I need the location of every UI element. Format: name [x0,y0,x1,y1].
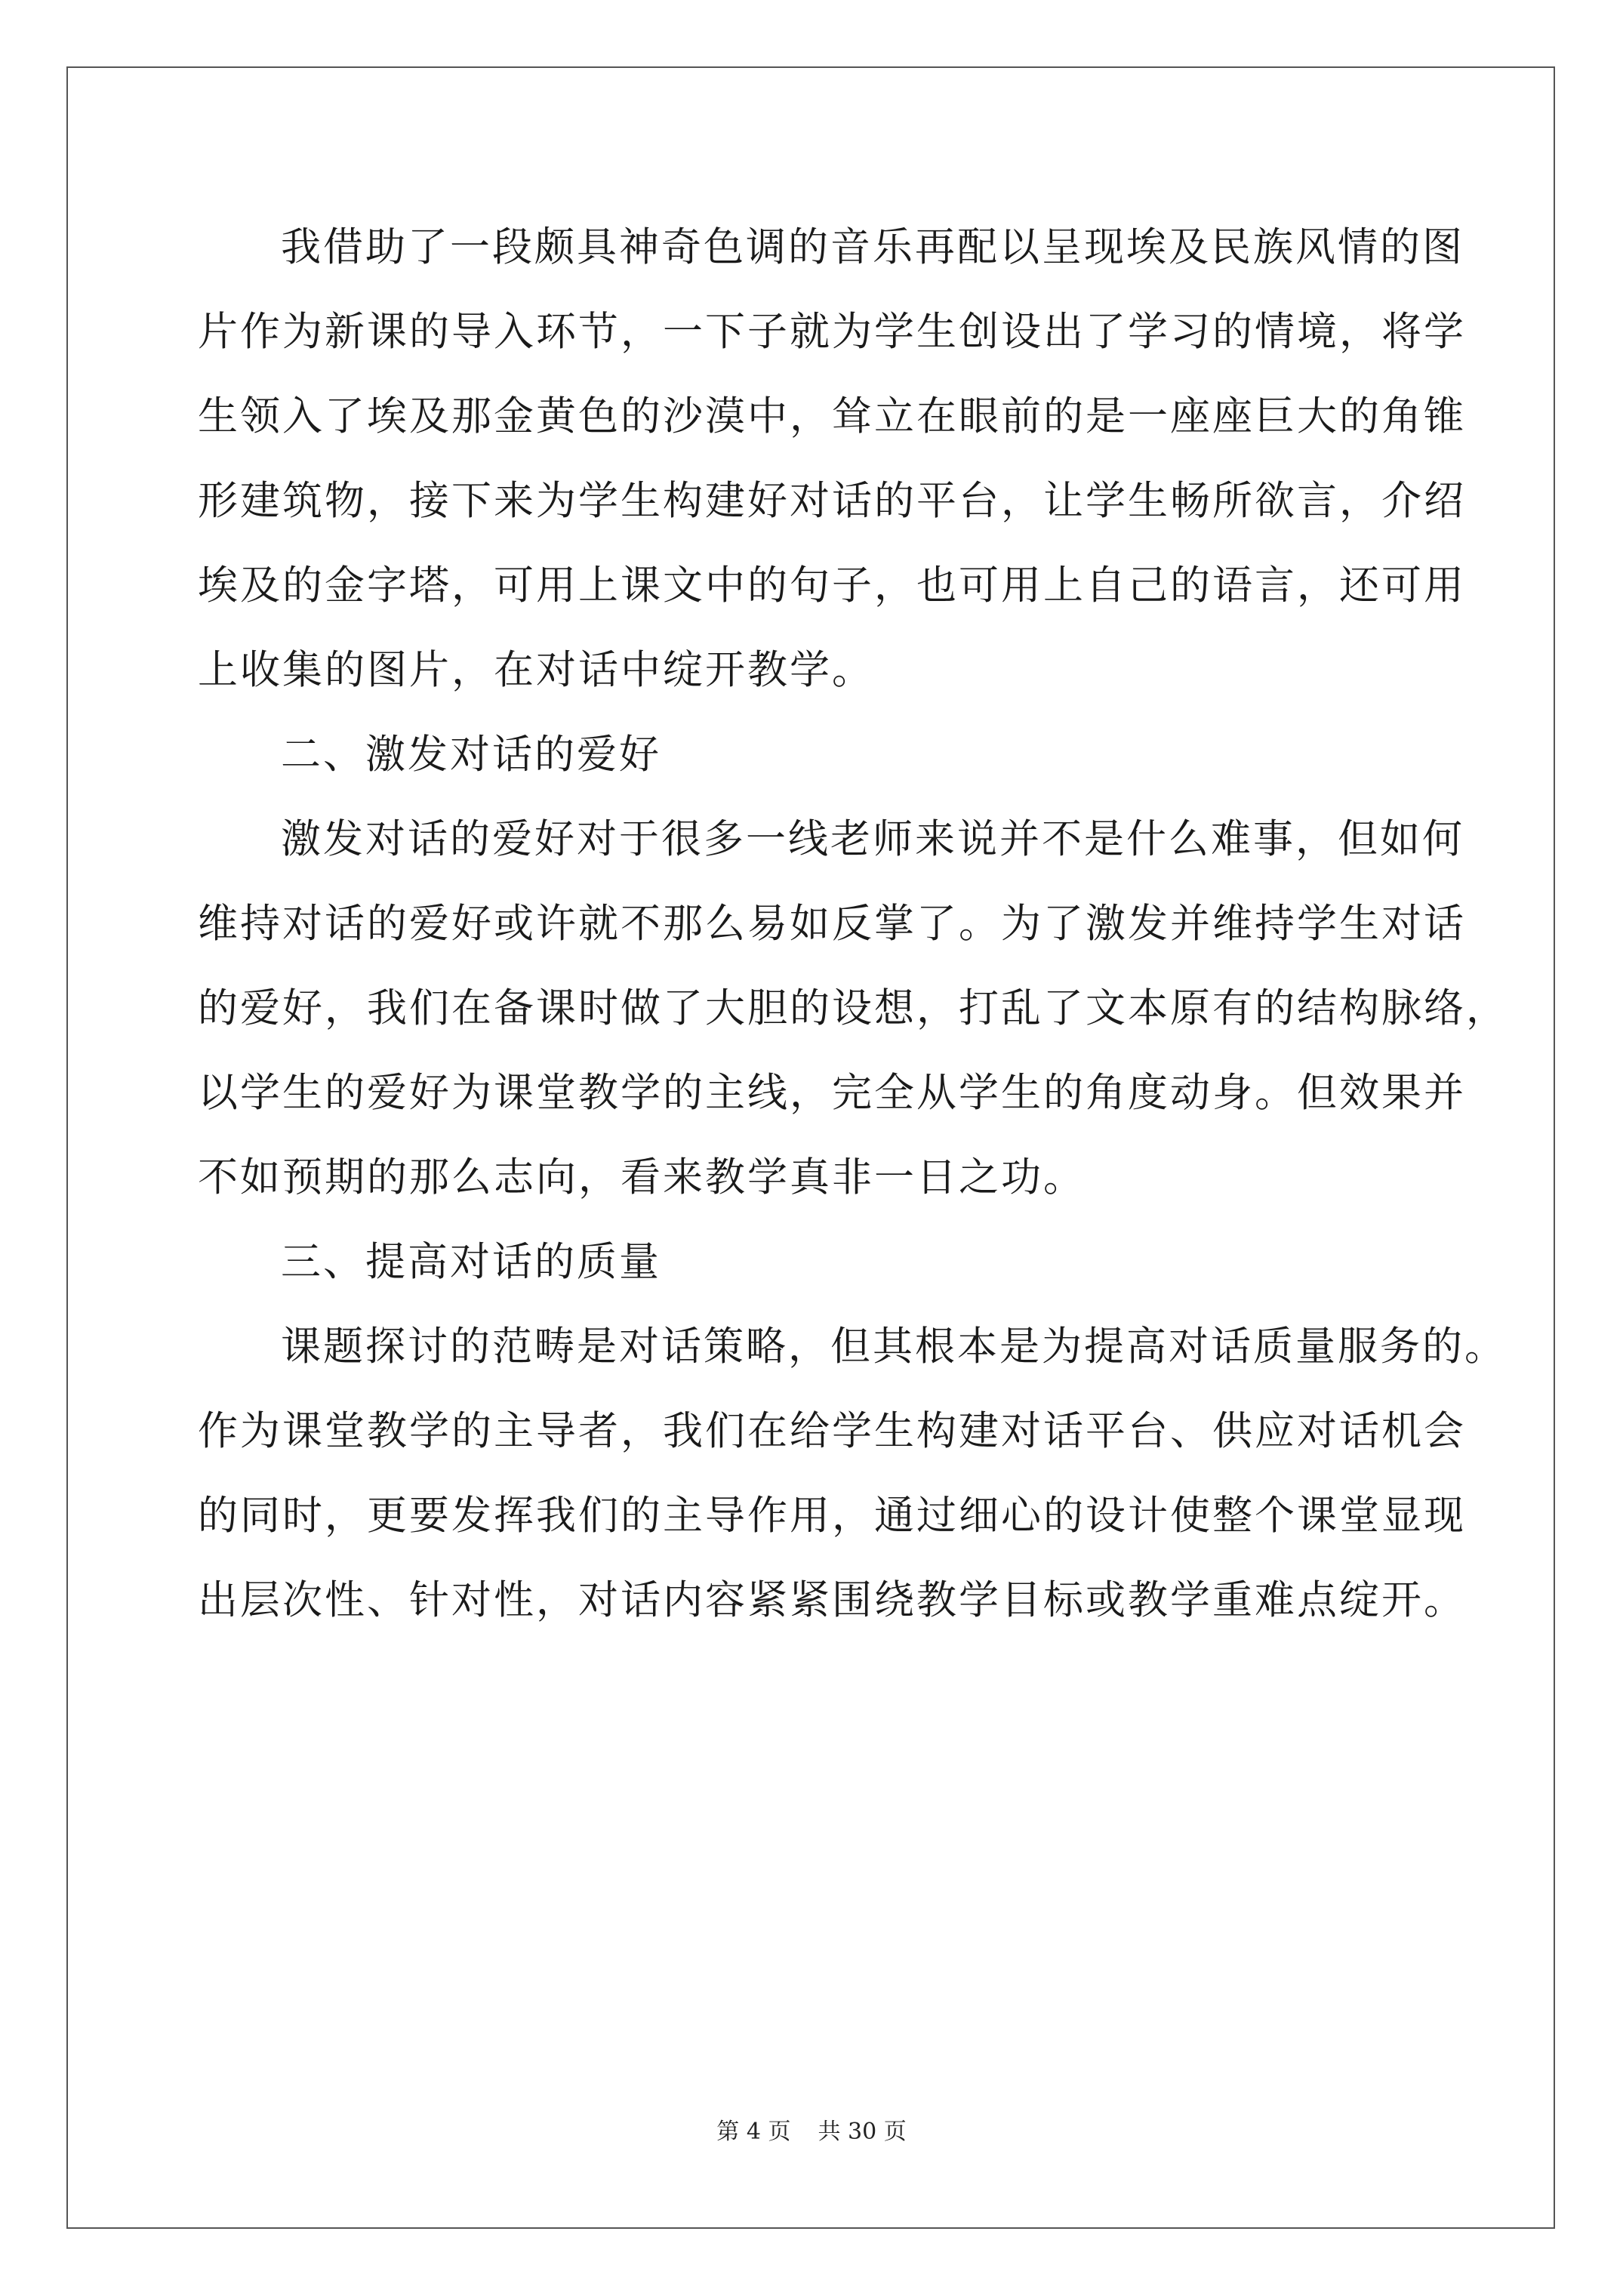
paragraph-2-line-5: 不如预期的那么志向，看来教学真非一日之功。 [198,1154,1086,1200]
section-heading-2: 二、激发对话的爱好 [281,732,661,778]
paragraph-2-line-3: 的爱好，我们在备课时做了大胆的设想，打乱了文本原有的结构脉络， [198,985,1508,1031]
paragraph-2-line-1: 激发对话的爱好对于很多一线老师来说并不是什么难事，但如何 [281,816,1464,862]
paragraph-2-line-4: 以学生的爱好为课堂教学的主线，完全从学生的角度动身。但效果并 [198,1070,1466,1116]
paragraph-2-line-2: 维持对话的爱好或许就不那么易如反掌了。为了激发并维持学生对话 [198,901,1466,947]
paragraph-3-line-3: 的同时，更要发挥我们的主导作用，通过细心的设计使整个课堂显现 [198,1493,1466,1539]
paragraph-1-line-1: 我借助了一段颇具神奇色调的音乐再配以呈现埃及民族风情的图 [281,224,1464,270]
paragraph-3-line-4: 出层次性、针对性，对话内容紧紧围绕教学目标或教学重难点绽开。 [198,1577,1466,1623]
paragraph-3-line-1: 课题探讨的范畴是对话策略，但其根本是为提高对话质量服务的。 [281,1324,1507,1370]
paragraph-1-line-5: 埃及的金字塔，可用上课文中的句子，也可用上自己的语言，还可用 [198,562,1466,609]
page-number-current: 第 4 页 [716,2119,791,2145]
paragraph-3-line-2: 作为课堂教学的主导者，我们在给学生构建对话平台、供应对话机会 [198,1408,1466,1454]
paragraph-1-line-6: 上收集的图片，在对话中绽开教学。 [198,647,874,693]
paragraph-1-line-2: 片作为新课的导入环节，一下子就为学生创设出了学习的情境，将学 [198,309,1466,355]
paragraph-1-line-3: 生领入了埃及那金黄色的沙漠中，耸立在眼前的是一座座巨大的角锥 [198,393,1466,439]
page-footer [0,2113,1623,2146]
section-heading-3: 三、提高对话的质量 [281,1239,661,1285]
page-number-total: 共 30 页 [818,2119,907,2145]
paragraph-1-line-4: 形建筑物，接下来为学生构建好对话的平台，让学生畅所欲言，介绍 [198,478,1466,524]
